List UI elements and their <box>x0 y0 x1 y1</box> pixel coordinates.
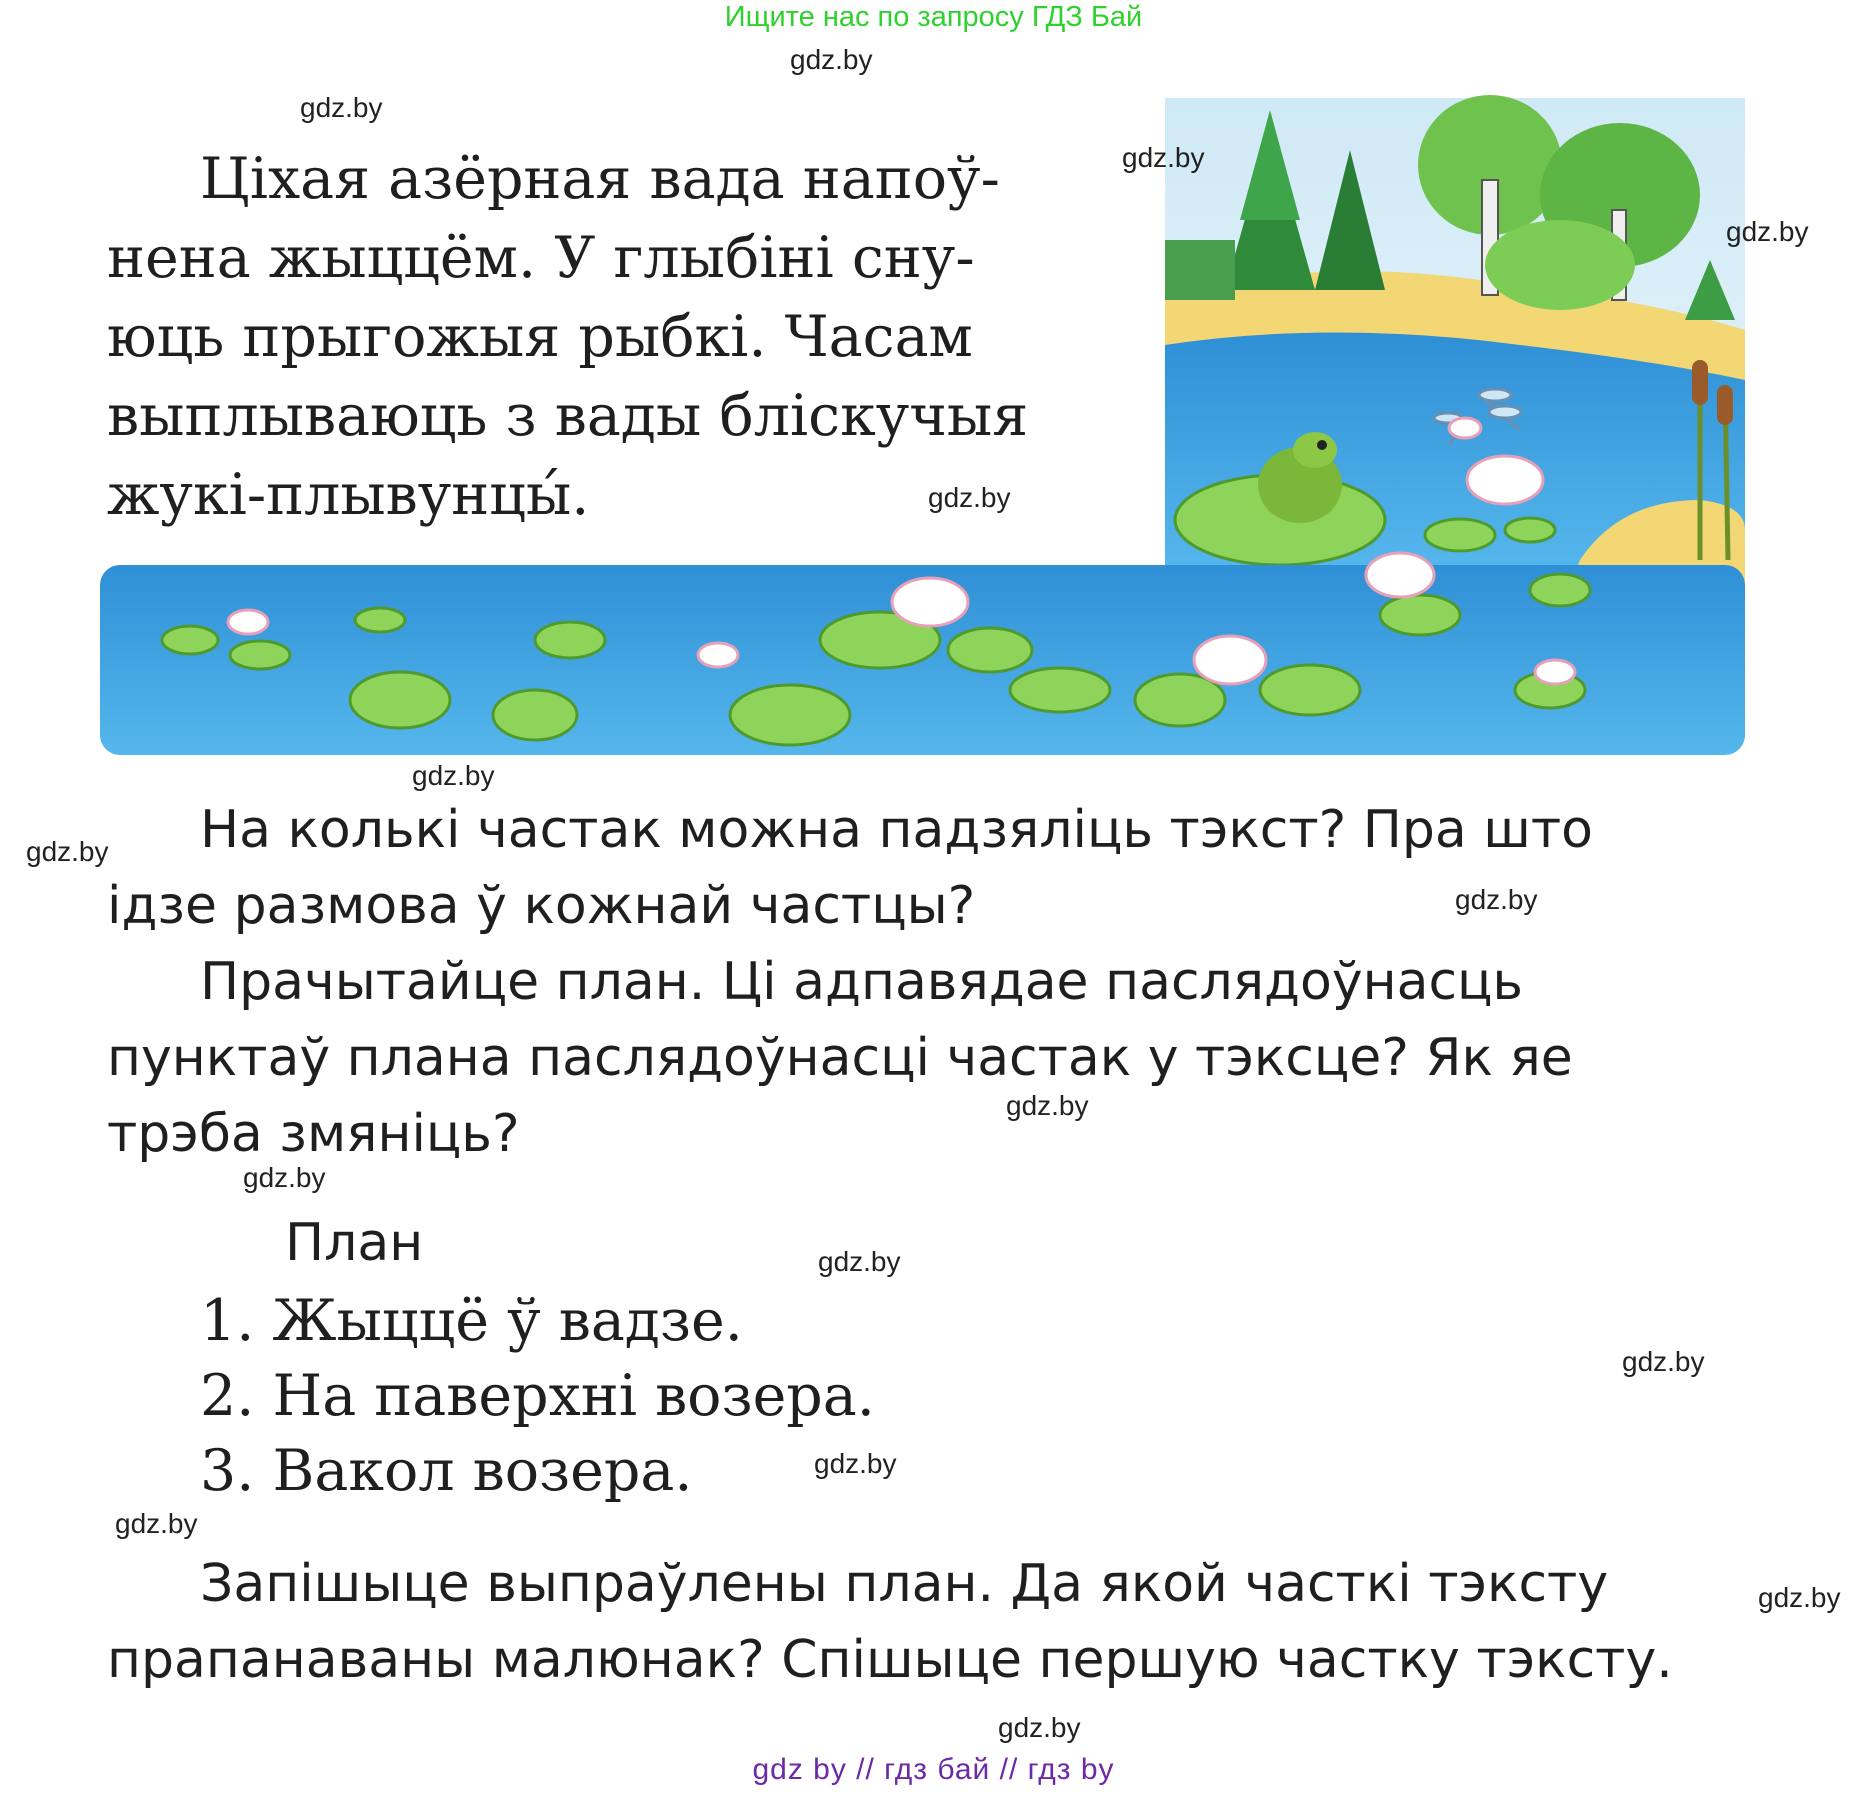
watermark: gdz.by <box>115 1508 198 1539</box>
watermark: gdz.by <box>818 1246 901 1277</box>
task3-line: прапанаваны малюнак? Спішыце першую частку тэксту. <box>107 1630 1673 1690</box>
plan-item: 1. Жыццё ў вадзе. <box>200 1288 743 1354</box>
passage-line: нена жыццём. У глыбіні сну- <box>107 225 975 291</box>
watermark: gdz.by <box>1006 1090 1089 1121</box>
passage-line: выплываюць з вады бліскучыя <box>107 383 1029 449</box>
watermark: gdz.by <box>928 482 1011 513</box>
task2-line: трэба змяніць? <box>107 1104 520 1164</box>
task1-line: ідзе размова ў кожнай частцы? <box>107 876 976 936</box>
task3-line: Запішыце выпраўлены план. Да якой часткі тэксту <box>200 1554 1609 1614</box>
plan-title: План <box>285 1213 424 1273</box>
footer-links: gdz by // гдз бай // гдз by <box>752 1753 1115 1786</box>
watermark: gdz.by <box>1758 1582 1841 1613</box>
watermark: gdz.by <box>814 1448 897 1479</box>
passage-line: Ціхая азёрная вада напоў- <box>200 146 1000 212</box>
watermark: gdz.by <box>412 760 495 791</box>
task2-line: пунктаў плана паслядоўнасці частак у тэксце? Як яе <box>107 1028 1573 1088</box>
watermark: gdz.by <box>243 1162 326 1193</box>
watermark: gdz.by <box>1455 884 1538 915</box>
watermark: gdz.by <box>1726 216 1809 247</box>
task1-line: На колькі частак можна падзяліць тэкст? Пра што <box>200 800 1593 860</box>
passage-line: юць прыгожыя рыбкі. Часам <box>107 304 973 370</box>
watermark: gdz.by <box>1622 1346 1705 1377</box>
plan-item: 2. На паверхні возера. <box>200 1363 875 1429</box>
top-banner: Ищите нас по запросу ГДЗ Бай <box>724 1 1143 33</box>
watermark: gdz.by <box>998 1712 1081 1743</box>
plan-item: 3. Вакол возера. <box>200 1438 693 1504</box>
task2-line: Прачытайце план. Ці адпавядае паслядоўнасць <box>200 952 1524 1012</box>
watermark: gdz.by <box>1122 142 1205 173</box>
passage-line: жукі-плывунцы́. <box>107 462 590 528</box>
watermark: gdz.by <box>790 44 873 75</box>
watermark: gdz.by <box>300 92 383 123</box>
watermark: gdz.by <box>26 836 109 867</box>
